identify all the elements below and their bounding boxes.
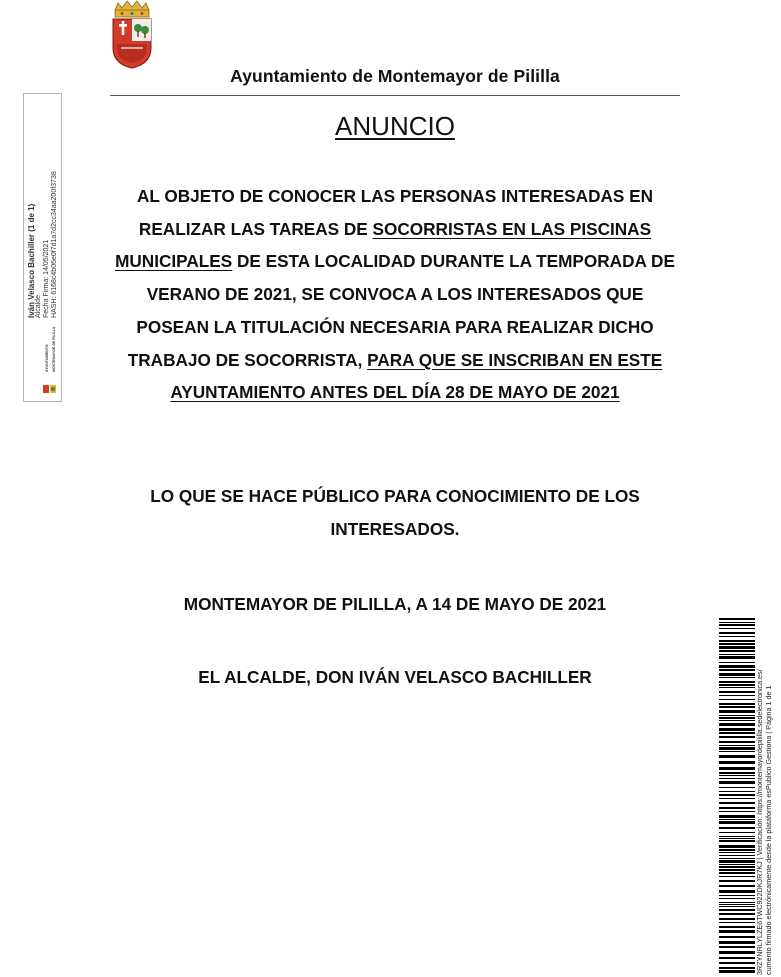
verification-barcode-icon <box>719 618 755 974</box>
notice-underlined-deadline: PARA QUE SE INSCRIBAN EN ESTE AYUNTAMIENTO ANTES DEL DÍA 28 DE MAYO DE 2021 <box>170 349 663 403</box>
stamp-logo-icon <box>42 383 58 395</box>
notice-text-segment: AL OBJETO DE CONOCER LAS PERSONAS INTERESADAS EN REALIZAR LAS TAREAS DE <box>136 186 654 239</box>
organization-name: Ayuntamiento de Montemayor de Pililla <box>230 66 560 86</box>
notice-paragraph-main <box>110 180 680 409</box>
signature-name: Iván Velasco Bachiller (1 de 1) <box>27 203 36 318</box>
notice-text-segment: DE ESTA LOCALIDAD DURANTE LA TEMPORADA DE VERANO DE 2021, SE CONVOCA A LOS INTERESADOS QUE POSEAN LA TITULACIÓN NECESARIA PARA REALIZAR DICHO TRABAJO DE SOCORRISTA, <box>127 251 675 370</box>
verification-platform-line: cumento firmado electrónicamente desde la plataforma esPublico Gestiona | Página 1 de 1 <box>764 685 773 975</box>
signature-hash: HASH: 6168c4b06e0f7d1a7d2cc34aa200f3738 <box>51 171 58 318</box>
verification-code-line: 3RZYNRLYLZE6TWC922DKJR7KJ | Verificación: https://montemayordepililla.sedelectronica.es/ <box>755 669 764 975</box>
header-divider <box>110 95 680 96</box>
notice-place-date: MONTEMAYOR DE PILILLA, A 14 DE MAYO DE 2021 <box>183 594 607 614</box>
notice-paragraph-publication: LO QUE SE HACE PÚBLICO PARA CONOCIMIENTO DE LOS INTERESADOS. <box>150 486 640 539</box>
notice-title: ANUNCIO <box>335 111 455 141</box>
notice-underlined-role: SOCORRISTAS EN LAS PISCINAS MUNICIPALES <box>115 218 652 272</box>
signature-org-line: AYUNTAMIENTO <box>45 344 49 372</box>
signature-date: Fecha Firma: 14/05/2021 <box>43 239 50 318</box>
signature-org-line: MONTEMAYOR DE PILILLA <box>52 326 56 372</box>
notice-signatory: EL ALCALDE, DON IVÁN VELASCO BACHILLER <box>198 667 592 687</box>
signature-role: Alcalde <box>35 295 42 318</box>
coat-of-arms-icon <box>109 0 155 70</box>
